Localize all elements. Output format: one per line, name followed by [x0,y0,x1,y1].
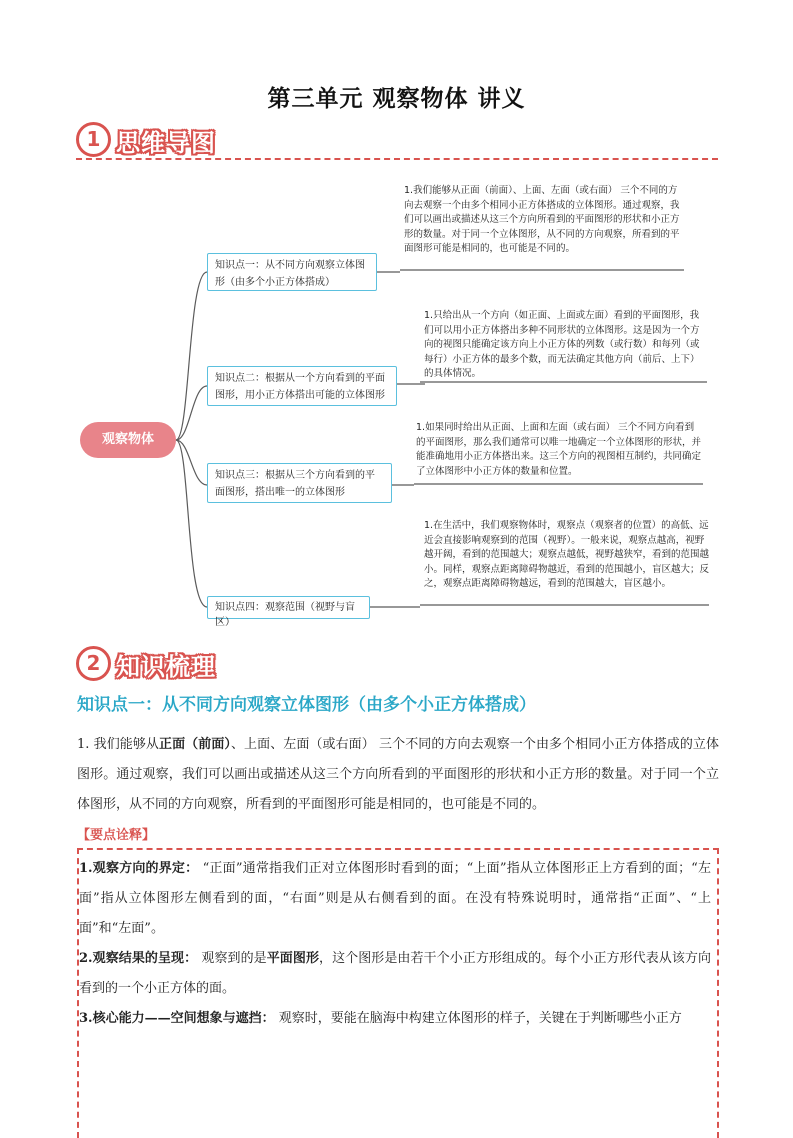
keypoint-item [79,1004,711,1034]
mindmap-root: 观察物体 [80,422,176,458]
mindmap-detail-3: 1.如果同时给出从正面、上面和左面（或右面） 三个不同方向看到的平面图形，那么我们通常可以唯一地确定一个立体图形的形状，并能准确地用小正方体搭出来。这三个方向的视图相互制约，共同确定了立体图形中小正方体的数量和位置。 [416,422,702,477]
keypoint-text: 观察到的是 [197,951,267,966]
mindmap-detail-4: 1.在生活中，我们观察物体时，观察点（观察者的位置）的高低、远近会直接影响观察到的范围（视野）。一般来说，观察点越高，视野越开阔，看到的范围越大；观察点越低，视野越狭窄，看到的范围越小。同样，观察点距离障碍物越近，看到的范围越小，盲区越大；反之，观察点距离障碍物越远，看到的范围越大，盲区越小。 [424,520,710,589]
keypoint-text: “正面”通常指我们正对立体图形时看到的面；“上面”指从立体图形正上方看到的面；“左面”指从立体图形左侧看到的面，“右面”则是从右侧看到的面。在没有特殊说明时，通常指“正面”、“上面”和“左面”。 [79,861,711,936]
para-rest: 、上面、左面（或右面） 三个不同的方向去观察一个由多个相同小正方体搭成的立体图形。通过观察，我们可以画出或描述从这三个方向所看到的平面图形的形状和小正方形的数量。对于同一个立体图形，从不同的方向观察，所看到的平面图形可能是相同的，也可能是不同的。 [77,737,719,812]
section-number-badge: 2 [76,646,111,681]
knowledge-point-title: 知识点一：从不同方向观察立体图形（由多个小正方体搭成） [77,695,536,715]
mindmap-detail-2: 1.只给出从一个方向（如正面、上面或左面）看到的平面图形，我们可以用小正方体搭出多种不同形状的立体图形。这是因为一个方向的视图只能确定该方向上小正方体的列数（或行数）和每列（或每行）小正方体的最多个数，而无法确定其他方向（前后、上下）的具体情况。 [424,310,700,379]
para-prefix: 1. 我们能够从 [77,737,160,752]
mindmap-node-2: 知识点二：根据从一个方向看到的平面图形，用小正方体搭出可能的立体图形 [207,366,397,406]
keypoint-item [79,854,711,944]
connector-root-node1 [176,272,207,440]
keypoint-bold-term: 平面图形 [266,951,320,966]
section-title: 思维导图 [116,129,216,157]
keypoint-heading: 1.观察方向的界定： [79,861,199,876]
keypoint-text: ，这个图形是由若干个小正方形组成的。每个小正方形代表从该方向看到的一个小正方体的面。 [79,951,711,996]
keypoints-label: 【要点诠释】 [77,828,156,843]
mindmap-node-4: 知识点四：观察范围（视野与盲区） [207,596,370,619]
section-number-badge: 1 [76,122,111,157]
mindmap-node-3: 知识点三：根据从三个方向看到的平面图形，搭出唯一的立体图形 [207,463,392,503]
mindmap-node-1: 知识点一：从不同方向观察立体图形（由多个小正方体搭成） [207,253,377,291]
keypoint-heading: 2.观察结果的呈现： [79,951,198,966]
keypoint-item [79,944,711,1004]
keypoint-text: 观察时，要能在脑海中构建立体图形的样子，关键在于判断哪些小正方 [274,1011,682,1026]
para-bold: 正面（前面） [159,737,231,752]
mindmap-detail-1: 1.我们能够从正面（前面）、上面、左面（或右面） 三个不同的方向去观察一个由多个相同小正方体搭成的立体图形。通过观察，我们可以画出或描述从这三个方向所看到的平面图形的形状和小正方形的数量。对于同一个立体图形，从不同的方向观察，所看到的平面图形可能是相同的，也可能是不同的。 [404,185,680,254]
keypoint-heading: 3.核心能力——空间想象与遮挡： [79,1011,275,1026]
section-title: 知识梳理 [116,653,216,681]
document-title: 第三单元 观察物体 讲义 [267,86,526,112]
keypoints-box [77,848,719,1138]
knowledge-paragraph [77,730,719,820]
